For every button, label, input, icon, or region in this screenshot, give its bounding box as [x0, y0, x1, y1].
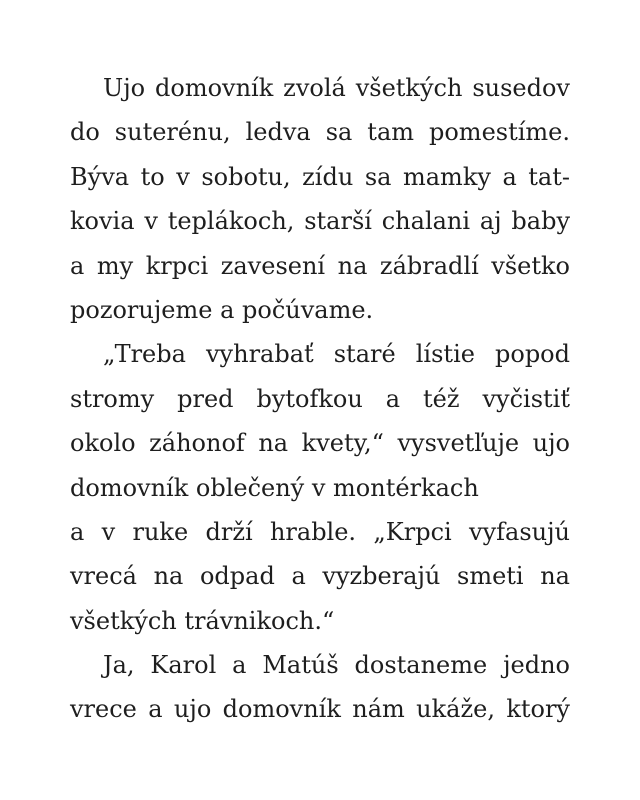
text-line: vrece a ujo domovník nám ukáže, ktorý — [70, 695, 570, 724]
text-line: kovia v teplákoch, starší chalani aj baby — [70, 207, 570, 236]
text-line: do suterénu, ledva sa tam pomestíme. — [70, 118, 570, 147]
text-line: „Treba vyhrabať staré lístie popod — [103, 340, 570, 369]
text-line: a v ruke drží hrable. „Krpci vyfasujú — [70, 517, 570, 546]
text-line: okolo záhonof na kvety,“ vysvetľuje ujo — [70, 429, 570, 458]
text-line: Býva to v sobotu, zídu sa mamky a tat- — [70, 162, 570, 191]
text-line: stromy pred bytofkou a též vyčistiť — [70, 384, 570, 413]
text-line: všetkých trávnikoch.“ — [70, 606, 335, 635]
text-line: Ujo domovník zvolá všetkých susedov — [103, 74, 570, 102]
book-page-text — [70, 66, 570, 732]
text-line: domovník oblečený v montérkach — [70, 473, 479, 502]
text-line: Ja, Karol a Matúš dostaneme jedno — [103, 651, 570, 680]
text-line: a my krpci zavesení na zábradlí všetko — [70, 251, 570, 280]
text-line: vrecá na odpad a vyzberajú smeti na — [70, 562, 570, 591]
text-line: pozorujeme a počúvame. — [70, 295, 374, 324]
